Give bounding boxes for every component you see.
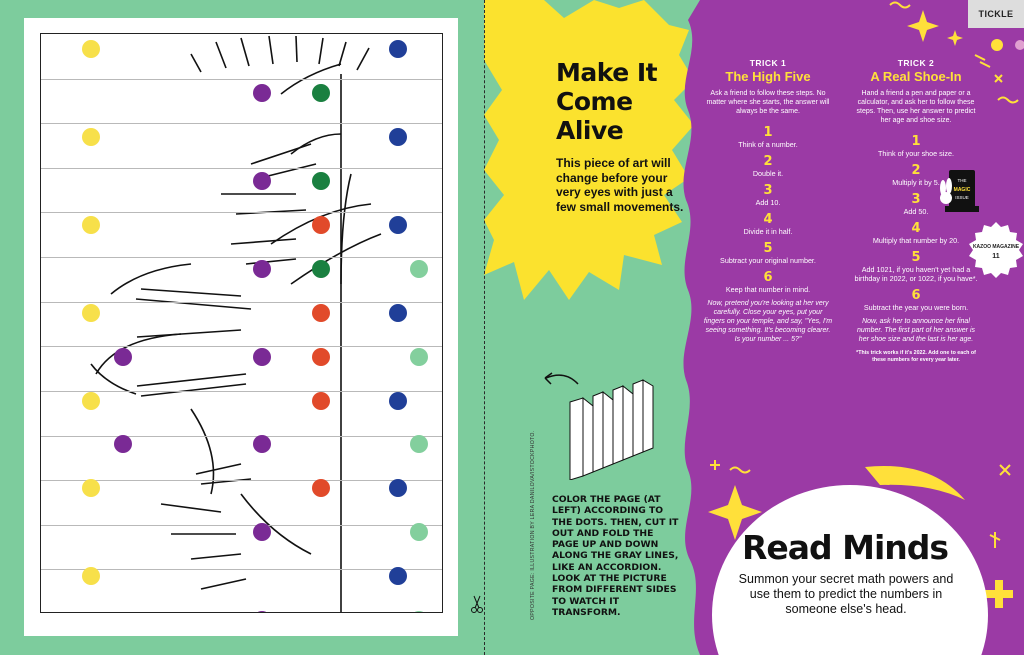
trick-1-intro: Ask a friend to follow these steps. No matter where she starts, the answer will always be the same. [706, 90, 830, 115]
color-dot [312, 348, 330, 366]
trick-1-step: 5 Subtract your original number. [720, 241, 816, 265]
fold-line [41, 302, 442, 303]
trick-2-number: TRICK 2 [897, 58, 935, 68]
trick-1-step: 2 Double it. [752, 154, 784, 178]
trick-2-name: A Real Shoe-In [870, 69, 962, 84]
magazine-page-badge [966, 220, 1024, 280]
color-dot [253, 260, 271, 278]
fold-line [41, 212, 442, 213]
color-dot [312, 392, 330, 410]
color-dot [312, 172, 330, 190]
illustration-credit: OPPOSITE PAGE: ILLUSTRATION BY LERA DANILOVA/ISTOCKPHOTO. [530, 430, 536, 620]
trick-2-step: 4 Multiply that number by 20. [872, 221, 960, 245]
trick-2-step: 5 Add 1021, if you haven't yet had a birthday in 2022, or 1022, if you have*. [854, 250, 978, 283]
fold-line [41, 391, 442, 392]
trick-2-step: 6 Subtract the year you were born. [863, 288, 969, 312]
bunny-hat-icon [935, 166, 979, 214]
fold-line [41, 257, 442, 258]
coloring-instructions: COLOR THE PAGE (AT LEFT) ACCORDING TO THE DOTS. THEN, CUT IT OUT AND FOLD THE PAGE UP AND DOWN ALONG THE GRAY LINES, LIKE AN ACCORDION. LOOK AT THE PICTURE FROM DIFFERENT SIDES TO WATCH IT TRANSFORM. [552, 494, 679, 618]
color-dot [82, 392, 100, 410]
scissors-icon [470, 594, 484, 614]
color-dot [82, 304, 100, 322]
hat-word: ISSUE [955, 195, 969, 200]
trick-2-step: 3 Add 50. [903, 192, 929, 216]
line-illustration [41, 34, 443, 613]
page-subtitle: This piece of art will change before your very eyes with just a few small movements. [556, 156, 684, 214]
trick-2-footnote: *This trick works if it's 2022. Add one to each of these numbers for every year later. [856, 350, 976, 363]
fold-line [41, 168, 442, 169]
trick-1-step: 4 Divide it in half. [743, 212, 793, 236]
page-title: Make It Come Alive [556, 58, 658, 145]
hat-word: THE [957, 178, 967, 183]
color-dot [389, 304, 407, 322]
color-dot [389, 128, 407, 146]
page-gutter-cut-line [484, 0, 485, 655]
color-dot [312, 304, 330, 322]
color-dot [312, 260, 330, 278]
color-dot [253, 84, 271, 102]
color-dot [253, 172, 271, 190]
color-dot [389, 40, 407, 58]
hat-word: MAGIC [953, 187, 971, 193]
trick-1-number: TRICK 1 [749, 58, 787, 68]
color-dot [312, 216, 330, 234]
accordion-fold-icon [565, 372, 660, 480]
fold-line [41, 346, 442, 347]
read-minds-subtitle: Summon your secret math powers and use them to predict the numbers in someone else's head. [738, 572, 954, 616]
trick-1-name: The High Five [725, 69, 811, 84]
fold-line [41, 436, 442, 437]
fold-line [41, 525, 442, 526]
trick-1-step: 6 Keep that number in mind. [725, 270, 811, 294]
starburst-shape [484, 0, 694, 310]
trick-2-intro: Hand a friend a pen and paper or a calculator, and ask her to follow these steps. Then, use her answer to predict her age and shoe size. [856, 90, 976, 124]
accordion-art-panel [40, 33, 443, 613]
color-dot [410, 260, 428, 278]
color-dot [114, 348, 132, 366]
color-dot [410, 348, 428, 366]
trick-1-step: 1 Think of a number. [738, 125, 798, 149]
fold-line [41, 79, 442, 80]
read-minds-title: Read Minds [741, 528, 949, 567]
color-dot [389, 216, 407, 234]
section-tab: TICKLE [968, 0, 1024, 28]
color-dot [389, 392, 407, 410]
color-dot [82, 128, 100, 146]
color-dot [312, 84, 330, 102]
trick-2-step: 1 Think of your shoe size. [878, 134, 954, 158]
trick-2-step: 2 Multiply it by 5. [892, 163, 940, 187]
fold-line [41, 480, 442, 481]
fold-line [41, 123, 442, 124]
fold-line [41, 569, 442, 570]
magazine-name: KAZOO MAGAZINE [972, 244, 1020, 250]
page-number: 11 [992, 253, 1000, 260]
color-dot [82, 216, 100, 234]
color-dot [253, 348, 271, 366]
trick-1-outro: Now, pretend you're looking at her very carefully. Close your eyes, put your fingers on your temple, and say, "Yes, I'm seeing something. It's becoming clearer. Is your number ... 5?" [703, 300, 833, 343]
color-dot [82, 40, 100, 58]
trick-2-outro: Now, ask her to announce her final number. The first part of her answer is her shoe size and the last is her age. [856, 318, 975, 343]
trick-1 [703, 58, 833, 344]
trick-1-step: 3 Add 10. [755, 183, 781, 207]
